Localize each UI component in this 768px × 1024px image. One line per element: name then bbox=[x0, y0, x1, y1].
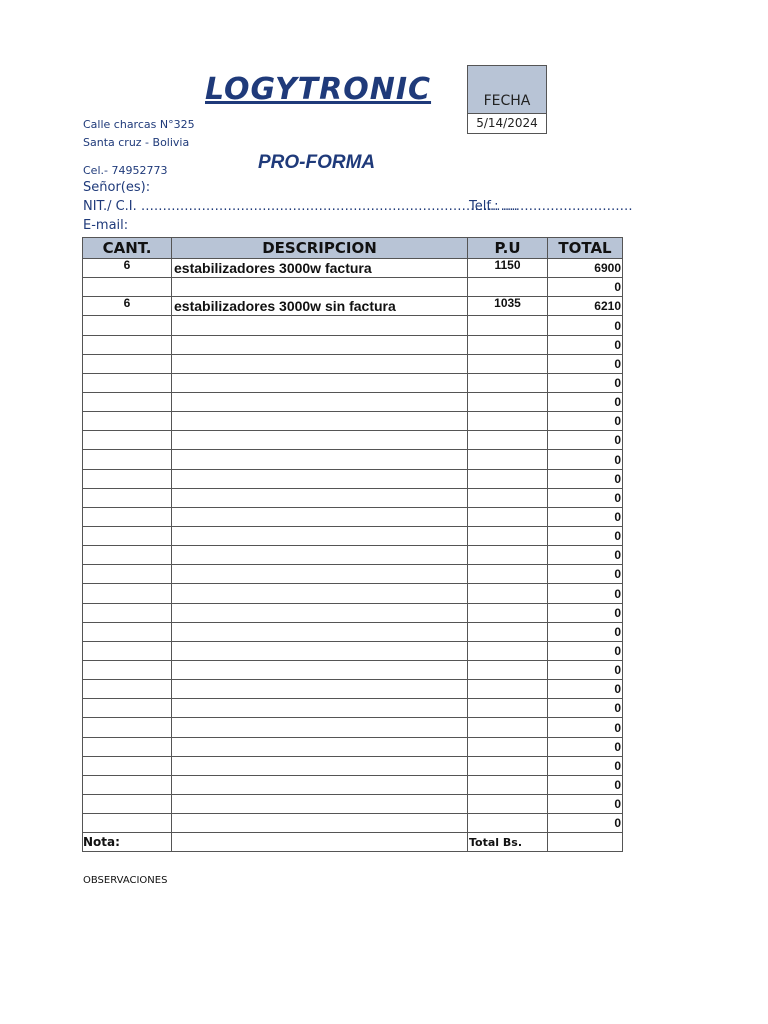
header-quantity: CANT. bbox=[83, 238, 172, 259]
total-cell[interactable]: 0 bbox=[548, 699, 623, 718]
table-row bbox=[83, 584, 623, 603]
table-row bbox=[83, 794, 623, 813]
quantity-cell[interactable] bbox=[83, 546, 172, 565]
quantity-cell[interactable] bbox=[83, 603, 172, 622]
unit-price-cell[interactable] bbox=[468, 469, 548, 488]
total-cell[interactable]: 0 bbox=[548, 794, 623, 813]
table-row bbox=[83, 680, 623, 699]
quantity-cell[interactable] bbox=[83, 354, 172, 373]
unit-price-cell[interactable] bbox=[468, 794, 548, 813]
unit-price-cell[interactable] bbox=[468, 641, 548, 660]
table-row bbox=[83, 488, 623, 507]
table-row bbox=[83, 565, 623, 584]
total-cell[interactable]: 0 bbox=[548, 737, 623, 756]
quantity-cell[interactable] bbox=[83, 469, 172, 488]
quantity-cell[interactable] bbox=[83, 775, 172, 794]
header-total: TOTAL bbox=[548, 238, 623, 259]
table-row bbox=[83, 469, 623, 488]
quantity-cell[interactable] bbox=[83, 488, 172, 507]
total-cell[interactable]: 0 bbox=[548, 354, 623, 373]
description-cell[interactable] bbox=[172, 565, 468, 584]
description-cell[interactable] bbox=[172, 622, 468, 641]
description-cell[interactable]: estabilizadores 3000w factura bbox=[172, 259, 468, 278]
quantity-cell[interactable] bbox=[83, 526, 172, 545]
quantity-cell[interactable] bbox=[83, 431, 172, 450]
total-cell[interactable]: 0 bbox=[548, 469, 623, 488]
table-header-row bbox=[83, 238, 623, 259]
quantity-cell[interactable] bbox=[83, 641, 172, 660]
note-label: Nota: bbox=[83, 835, 120, 849]
description-cell[interactable] bbox=[172, 603, 468, 622]
grand-total-row bbox=[83, 833, 623, 852]
unit-price-cell[interactable] bbox=[468, 565, 548, 584]
company-logo-text: LOGYTRONIC bbox=[205, 72, 432, 107]
quantity-cell[interactable]: 6 bbox=[83, 297, 172, 316]
quantity-cell[interactable] bbox=[83, 680, 172, 699]
client-name-label: Señor(es): bbox=[83, 180, 151, 195]
total-cell[interactable]: 6210 bbox=[548, 297, 623, 316]
unit-price-cell[interactable] bbox=[468, 392, 548, 411]
client-email-label: E-mail: bbox=[83, 218, 129, 233]
unit-price-cell[interactable] bbox=[468, 680, 548, 699]
total-cell[interactable]: 0 bbox=[548, 335, 623, 354]
quantity-cell[interactable] bbox=[83, 737, 172, 756]
table-row bbox=[83, 660, 623, 679]
description-cell[interactable] bbox=[172, 412, 468, 431]
unit-price-cell[interactable] bbox=[468, 699, 548, 718]
client-nit-label: NIT./ C.I. …………………………………………………………………………… bbox=[83, 199, 518, 214]
quantity-cell[interactable] bbox=[83, 278, 172, 297]
table-row bbox=[83, 354, 623, 373]
total-cell[interactable]: 0 bbox=[548, 660, 623, 679]
quantity-cell[interactable] bbox=[83, 814, 172, 833]
unit-price-cell[interactable] bbox=[468, 603, 548, 622]
description-cell[interactable] bbox=[172, 488, 468, 507]
table-row bbox=[83, 814, 623, 833]
table-row bbox=[83, 756, 623, 775]
description-cell[interactable] bbox=[172, 641, 468, 660]
quantity-cell[interactable] bbox=[83, 622, 172, 641]
quantity-cell[interactable] bbox=[83, 316, 172, 335]
quantity-cell[interactable] bbox=[83, 756, 172, 775]
description-cell[interactable] bbox=[172, 278, 468, 297]
quantity-cell[interactable] bbox=[83, 718, 172, 737]
date-label: FECHA bbox=[483, 93, 531, 109]
total-cell[interactable]: 0 bbox=[548, 756, 623, 775]
unit-price-cell[interactable] bbox=[468, 660, 548, 679]
description-cell[interactable] bbox=[172, 335, 468, 354]
quantity-cell[interactable] bbox=[83, 584, 172, 603]
unit-price-cell[interactable] bbox=[468, 622, 548, 641]
description-cell[interactable] bbox=[172, 373, 468, 392]
table-row bbox=[83, 546, 623, 565]
client-phone-label: Telf.: ………………………… bbox=[469, 199, 633, 214]
table-row bbox=[83, 431, 623, 450]
unit-price-cell[interactable] bbox=[468, 316, 548, 335]
date-label-box bbox=[467, 65, 547, 114]
description-cell[interactable] bbox=[172, 469, 468, 488]
description-cell[interactable] bbox=[172, 680, 468, 699]
quantity-cell[interactable] bbox=[83, 794, 172, 813]
unit-price-cell[interactable] bbox=[468, 775, 548, 794]
total-cell[interactable]: 0 bbox=[548, 565, 623, 584]
total-cell[interactable]: 0 bbox=[548, 814, 623, 833]
total-cell[interactable]: 0 bbox=[548, 526, 623, 545]
table-row bbox=[83, 335, 623, 354]
unit-price-cell[interactable] bbox=[468, 546, 548, 565]
table-row bbox=[83, 622, 623, 641]
document-title: PRO-FORMA bbox=[258, 152, 376, 173]
grand-total-label: Total Bs. bbox=[468, 833, 548, 852]
total-cell[interactable]: 0 bbox=[548, 622, 623, 641]
header-unit-price: P.U bbox=[468, 238, 548, 259]
quantity-cell[interactable] bbox=[83, 412, 172, 431]
total-cell[interactable]: 0 bbox=[548, 392, 623, 411]
table-row bbox=[83, 373, 623, 392]
phone-number: Cel.- 74952773 bbox=[83, 164, 168, 177]
total-cell[interactable]: 0 bbox=[548, 278, 623, 297]
grand-total-value[interactable] bbox=[548, 833, 623, 852]
unit-price-cell[interactable] bbox=[468, 756, 548, 775]
unit-price-cell[interactable] bbox=[468, 814, 548, 833]
description-cell[interactable] bbox=[172, 316, 468, 335]
description-cell[interactable] bbox=[172, 392, 468, 411]
total-cell[interactable]: 6900 bbox=[548, 259, 623, 278]
unit-price-cell[interactable] bbox=[468, 373, 548, 392]
table-row bbox=[83, 259, 623, 278]
table-row bbox=[83, 737, 623, 756]
table-row bbox=[83, 392, 623, 411]
description-cell[interactable] bbox=[172, 431, 468, 450]
total-cell[interactable]: 0 bbox=[548, 507, 623, 526]
description-cell[interactable] bbox=[172, 814, 468, 833]
description-cell[interactable] bbox=[172, 699, 468, 718]
table-row bbox=[83, 412, 623, 431]
unit-price-cell[interactable] bbox=[468, 450, 548, 469]
description-cell[interactable] bbox=[172, 794, 468, 813]
total-cell[interactable]: 0 bbox=[548, 584, 623, 603]
description-cell[interactable] bbox=[172, 737, 468, 756]
description-cell[interactable] bbox=[172, 584, 468, 603]
table-row bbox=[83, 297, 623, 316]
quantity-cell[interactable] bbox=[83, 335, 172, 354]
items-table bbox=[82, 237, 623, 852]
total-cell[interactable]: 0 bbox=[548, 412, 623, 431]
table-row bbox=[83, 699, 623, 718]
total-empty-cell bbox=[172, 833, 468, 852]
description-cell[interactable] bbox=[172, 526, 468, 545]
description-cell[interactable] bbox=[172, 660, 468, 679]
total-cell[interactable]: 0 bbox=[548, 680, 623, 699]
quantity-cell[interactable] bbox=[83, 699, 172, 718]
unit-price-cell[interactable] bbox=[468, 431, 548, 450]
unit-price-cell[interactable] bbox=[468, 354, 548, 373]
observations-label: OBSERVACIONES bbox=[83, 875, 168, 886]
description-cell[interactable] bbox=[172, 546, 468, 565]
address-line-1: Calle charcas N°325 bbox=[83, 118, 195, 131]
unit-price-cell[interactable] bbox=[468, 412, 548, 431]
description-cell[interactable] bbox=[172, 718, 468, 737]
total-cell[interactable]: 0 bbox=[548, 431, 623, 450]
description-cell[interactable] bbox=[172, 450, 468, 469]
total-cell[interactable]: 0 bbox=[548, 775, 623, 794]
table-row bbox=[83, 775, 623, 794]
table-row bbox=[83, 641, 623, 660]
description-cell[interactable]: estabilizadores 3000w sin factura bbox=[172, 297, 468, 316]
description-cell[interactable] bbox=[172, 775, 468, 794]
quantity-cell[interactable] bbox=[83, 450, 172, 469]
total-cell[interactable]: 0 bbox=[548, 450, 623, 469]
description-cell[interactable] bbox=[172, 507, 468, 526]
unit-price-cell[interactable] bbox=[468, 737, 548, 756]
total-cell[interactable]: 0 bbox=[548, 316, 623, 335]
quantity-cell[interactable] bbox=[83, 565, 172, 584]
address-line-2: Santa cruz - Bolivia bbox=[83, 136, 190, 149]
unit-price-cell[interactable] bbox=[468, 526, 548, 545]
unit-price-cell[interactable] bbox=[468, 488, 548, 507]
date-value[interactable]: 5/14/2024 bbox=[467, 114, 547, 134]
quantity-cell[interactable] bbox=[83, 660, 172, 679]
table-row bbox=[83, 603, 623, 622]
unit-price-cell[interactable] bbox=[468, 718, 548, 737]
table-row bbox=[83, 450, 623, 469]
total-cell[interactable]: 0 bbox=[548, 546, 623, 565]
total-cell[interactable]: 0 bbox=[548, 373, 623, 392]
header-description: DESCRIPCION bbox=[172, 238, 468, 259]
description-cell[interactable] bbox=[172, 756, 468, 775]
table-row bbox=[83, 278, 623, 297]
quantity-cell[interactable] bbox=[83, 373, 172, 392]
total-cell[interactable]: 0 bbox=[548, 603, 623, 622]
unit-price-cell[interactable] bbox=[468, 335, 548, 354]
quantity-cell[interactable] bbox=[83, 392, 172, 411]
quantity-cell[interactable] bbox=[83, 507, 172, 526]
total-cell[interactable]: 0 bbox=[548, 718, 623, 737]
table-row bbox=[83, 316, 623, 335]
unit-price-cell[interactable]: 1035 bbox=[468, 297, 548, 316]
description-cell[interactable] bbox=[172, 354, 468, 373]
unit-price-cell[interactable] bbox=[468, 278, 548, 297]
table-row bbox=[83, 526, 623, 545]
unit-price-cell[interactable] bbox=[468, 507, 548, 526]
unit-price-cell[interactable] bbox=[468, 584, 548, 603]
table-row bbox=[83, 718, 623, 737]
quantity-cell[interactable]: 6 bbox=[83, 259, 172, 278]
table-row bbox=[83, 507, 623, 526]
unit-price-cell[interactable]: 1150 bbox=[468, 259, 548, 278]
total-cell[interactable]: 0 bbox=[548, 641, 623, 660]
total-cell[interactable]: 0 bbox=[548, 488, 623, 507]
